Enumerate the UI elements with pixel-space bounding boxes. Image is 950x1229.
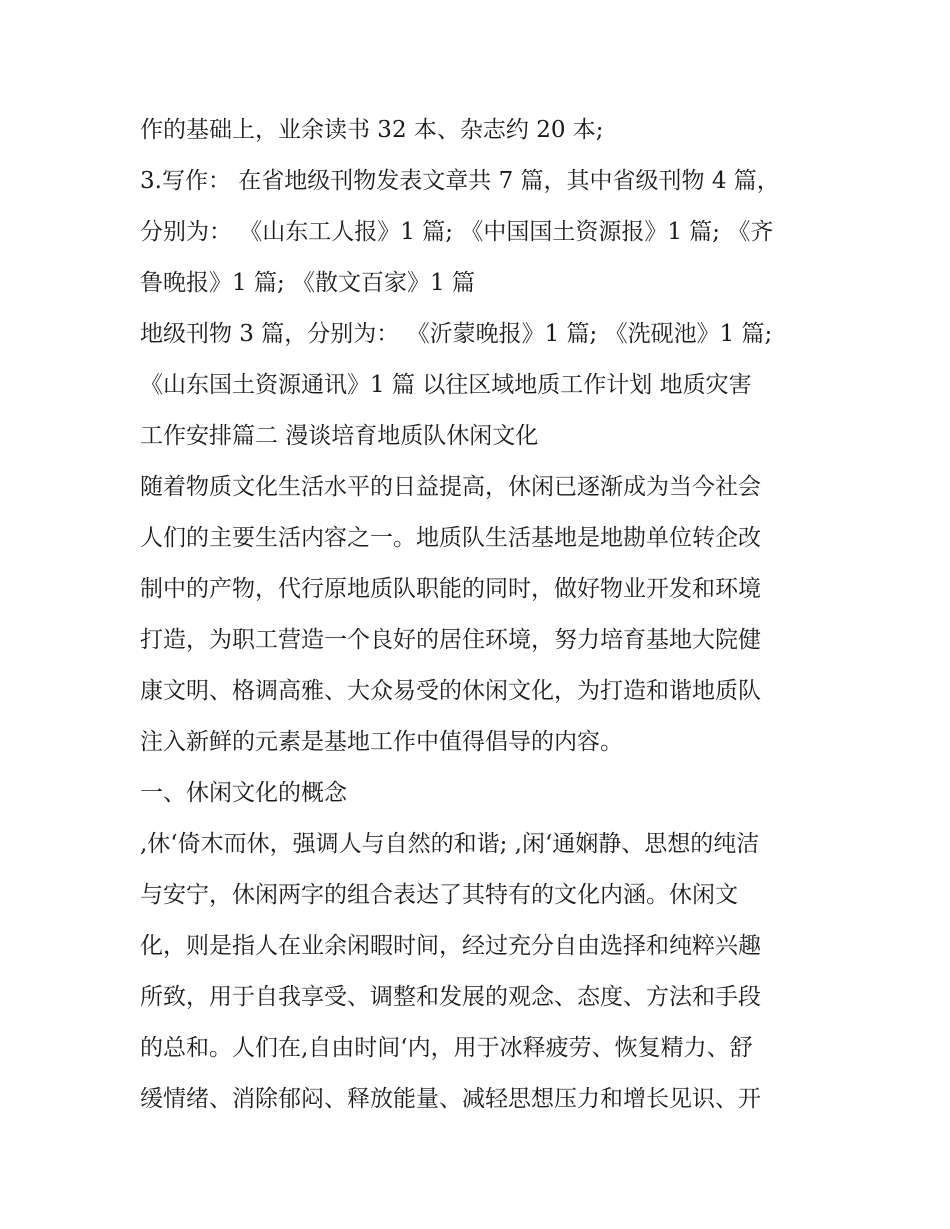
text-line: 康文明、格调高雅、大众易受的休闲文化，为打造和谐地质队 <box>140 678 761 704</box>
section-heading: 工作安排篇二 漫谈培育地质队休闲文化 <box>140 423 539 449</box>
text-line: 注入新鲜的元素是基地工作中值得倡导的内容。 <box>140 729 623 755</box>
text-line: 鲁晚报》1 篇; 《散文百家》1 篇 <box>140 270 475 296</box>
text-line: 的总和。人们在,自由时间‘内，用于冰释疲劳、恢复精力、舒 <box>140 1035 753 1061</box>
text-line: ,休‘倚木而休，强调人与自然的和谐; ,闲‘通娴静、思想的纯洁 <box>140 831 760 857</box>
text-line: 所致，用于自我享受、调整和发展的观念、态度、方法和手段 <box>140 984 761 1010</box>
text-line: 3.写作： 在省地级刊物发表文章共 7 篇，其中省级刊物 4 篇， <box>140 168 780 194</box>
text-line: 制中的产物，代行原地质队职能的同时，做好物业开发和环境 <box>140 576 761 602</box>
text-line: 分别为： 《山东工人报》1 篇; 《中国国土资源报》1 篇; 《齐 <box>140 219 774 245</box>
text-line: 人们的主要生活内容之一。地质队生活基地是地勘单位转企改 <box>140 525 761 551</box>
text-line: 打造，为职工营造一个良好的居住环境，努力培育基地大院健 <box>140 627 761 653</box>
text-line: 《山东国土资源通讯》1 篇 以往区域地质工作计划 地质灾害 <box>140 372 752 398</box>
text-line: 地级刊物 3 篇，分别为： 《沂蒙晚报》1 篇; 《洗砚池》1 篇; <box>140 321 773 347</box>
text-line: 作的基础上，业余读书 32 本、杂志约 20 本; <box>140 117 604 143</box>
text-line: 随着物质文化生活水平的日益提高，休闲已逐渐成为当今社会 <box>140 474 761 500</box>
subsection-heading: 一、休闲文化的概念 <box>140 780 347 806</box>
text-line: 与安宁，休闲两字的组合表达了其特有的文化内涵。休闲文 <box>140 882 738 908</box>
text-line: 化，则是指人在业余闲暇时间，经过充分自由选择和纯粹兴趣 <box>140 933 761 959</box>
text-line: 缓情绪、消除郁闷、释放能量、减轻思想压力和增长见识、开 <box>140 1086 761 1112</box>
